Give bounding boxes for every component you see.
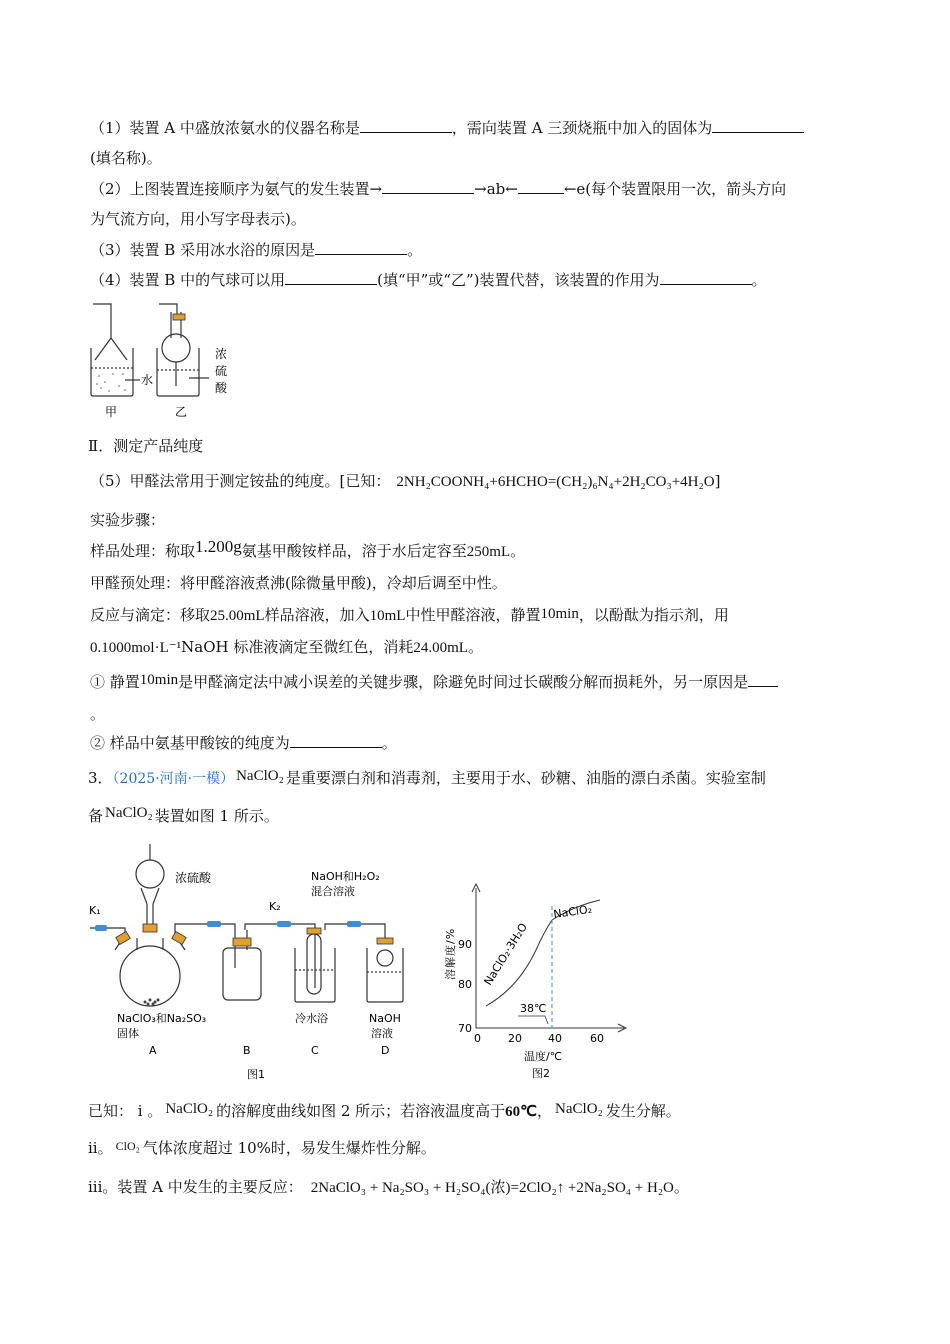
known-i: 已知： i 。 NaClO₂ 的溶解度曲线如图 2 所示；若溶液温度高于60℃， NaClO₂ 发生分解。 bbox=[88, 1101, 681, 1120]
answer-blank[interactable] bbox=[518, 179, 564, 194]
x-axis-label: 温度/℃ bbox=[524, 1050, 563, 1063]
known-ii: ii。 $^{ClO_2}$ 气体浓度超过 10%时，易发生爆炸性分解。 bbox=[88, 1139, 436, 1157]
q1-line3: （3）装置 B 采用冰水浴的原因是 。 bbox=[90, 241, 423, 259]
y-tick-80: 80 bbox=[458, 978, 472, 991]
label-coldbath: 冷水浴 bbox=[295, 1012, 328, 1025]
jia-dots bbox=[96, 373, 126, 392]
answer-blank[interactable] bbox=[285, 270, 377, 285]
sub-question-2: ② 样品中氨基甲酸铵的纯度为 。 bbox=[90, 734, 397, 752]
y-tick-90: 90 bbox=[458, 938, 472, 951]
answer-blank[interactable] bbox=[315, 240, 407, 255]
label-acid: 硫 bbox=[215, 364, 228, 378]
figure-2-caption: 图2 bbox=[532, 1067, 550, 1080]
step-1: 样品处理：称取1.200g氨基甲酸铵样品，溶于水后定容至250mL。 bbox=[90, 537, 526, 560]
label-b: B bbox=[243, 1044, 251, 1057]
step-3: 反应与滴定：移取25.00mL样品溶液，加入10mL中性甲醛溶液，静置10min，以酚酞为指示剂，用 bbox=[90, 606, 729, 624]
curve-label-anhydrous: NaClO₂ bbox=[552, 902, 593, 921]
q3-line2: 备 NaClO₂ 装置如图 1 所示。 bbox=[88, 805, 279, 825]
label-yi: 乙 bbox=[175, 405, 188, 419]
x-tick-0: 0 bbox=[474, 1032, 481, 1045]
apparatus-jia bbox=[91, 304, 140, 396]
known-iii: iii。装置 A 中发生的主要反应： 2NaClO₃ + Na₂SO₃ + H₂SO₄(浓)=2ClO₂↑ +2Na₂SO₄ + H₂O。 bbox=[88, 1178, 689, 1196]
label-c: C bbox=[311, 1044, 319, 1057]
label-a: A bbox=[149, 1044, 157, 1057]
x-tick-60: 60 bbox=[590, 1032, 604, 1045]
label-k2: K₂ bbox=[269, 900, 281, 913]
mark-38c: 38℃ bbox=[520, 1002, 547, 1015]
figure-1-apparatus bbox=[85, 838, 435, 1083]
y-axis-label: 溶解度/% bbox=[444, 927, 457, 980]
label-water: 水 bbox=[141, 373, 154, 387]
funnel-bulb bbox=[136, 860, 164, 888]
small-apparatus-figure bbox=[85, 298, 245, 423]
label-naoh2: 溶液 bbox=[371, 1027, 393, 1040]
q1-line1b: (填名称)。 bbox=[90, 149, 162, 167]
label-mix2: 混合溶液 bbox=[311, 885, 355, 898]
sub-question-1: ① 静置10min是甲醛滴定法中减小误差的关键步骤，除避免时间过长碳酸分解而损耗外，另一原因是 bbox=[90, 672, 778, 693]
step-2: 甲醛预处理：将甲醛溶液煮沸(除微量甲酸)，冷却后调至中性。 bbox=[90, 574, 507, 592]
figure-2-solubility-graph bbox=[440, 880, 640, 1085]
label-mix1: NaOH和H₂O₂ bbox=[311, 870, 380, 883]
test-tube-c bbox=[307, 934, 321, 994]
stoppers bbox=[116, 924, 393, 946]
stopper bbox=[173, 314, 185, 320]
x-tick-20: 20 bbox=[508, 1032, 522, 1045]
answer-blank[interactable] bbox=[660, 270, 752, 285]
steps-heading: 实验步骤： bbox=[90, 511, 166, 529]
label-d: D bbox=[381, 1044, 390, 1057]
section-title: Ⅱ．测定产品纯度 bbox=[88, 437, 204, 455]
source-tag[interactable]: （2025·河南·一模） bbox=[112, 771, 235, 787]
label-solid1: NaClO₃和Na₂SO₃ bbox=[117, 1012, 207, 1025]
bottle-b bbox=[223, 948, 261, 1000]
q1-line5: （5）甲醛法常用于测定铵盐的纯度。[已知： 2NH₂COONH₄+6HCHO=(CH₂)₆N₄+2H₂CO₃+4H₂O] bbox=[90, 472, 721, 490]
label-acid: 酸 bbox=[215, 381, 228, 395]
answer-blank[interactable] bbox=[360, 118, 452, 133]
step-4: 0.1000mol·L⁻¹NaOH 标准液滴定至微红色，消耗24.00mL。 bbox=[90, 638, 483, 656]
y-tick-70: 70 bbox=[458, 1022, 472, 1035]
solid-particles bbox=[144, 999, 160, 1006]
sub-question-1b: 。 bbox=[90, 705, 106, 723]
label-jia: 甲 bbox=[105, 405, 118, 419]
label-naoh1: NaOH bbox=[369, 1012, 401, 1025]
curve-label-trihydrate: NaClO₂·3H₂O bbox=[481, 920, 530, 988]
answer-blank[interactable] bbox=[290, 733, 382, 748]
equation: 2NH₂COONH₄+6HCHO=(CH₂)₆N₄+2H₂CO₃+4H₂O bbox=[396, 474, 715, 490]
answer-blank[interactable] bbox=[382, 179, 474, 194]
x-tick-40: 40 bbox=[548, 1032, 562, 1045]
q1-line4: （4）装置 B 中的气球可以用 (填“甲”或“乙”)装置代替，该装置的作用为 。 bbox=[90, 271, 767, 289]
figure-1-caption: 图1 bbox=[247, 1068, 265, 1081]
answer-blank[interactable] bbox=[748, 672, 778, 687]
label-solid2: 固体 bbox=[117, 1027, 139, 1040]
flask-a bbox=[120, 946, 180, 1006]
answer-blank[interactable] bbox=[712, 118, 804, 133]
label-k1: K₁ bbox=[89, 904, 101, 917]
reaction-equation: 2NaClO₃ + Na₂SO₃ + H₂SO₄(浓)=2ClO₂↑ +2Na₂SO₄ + H₂O bbox=[310, 1180, 674, 1196]
q1-line1: （1）装置 A 中盛放浓氨水的仪器名称是 ，需向装置 A 三颈烧瓶中加入的固体为 bbox=[90, 118, 804, 138]
q1-line2: （2）上图装置连接顺序为氨气的发生装置→ →ab← ←e(每个装置限用一次，箭头方向 bbox=[90, 180, 787, 198]
label-acid: 浓 bbox=[215, 347, 228, 361]
q1-line2b: 为气流方向，用小写字母表示)。 bbox=[90, 210, 306, 228]
q3-line1: 3．（2025·河南·一模） NaClO₂ 是重要漂白剂和消毒剂，主要用于水、砂糖、油脂的漂白杀菌。实验室制 bbox=[88, 768, 766, 787]
label-conc-acid: 浓硫酸 bbox=[175, 871, 212, 885]
